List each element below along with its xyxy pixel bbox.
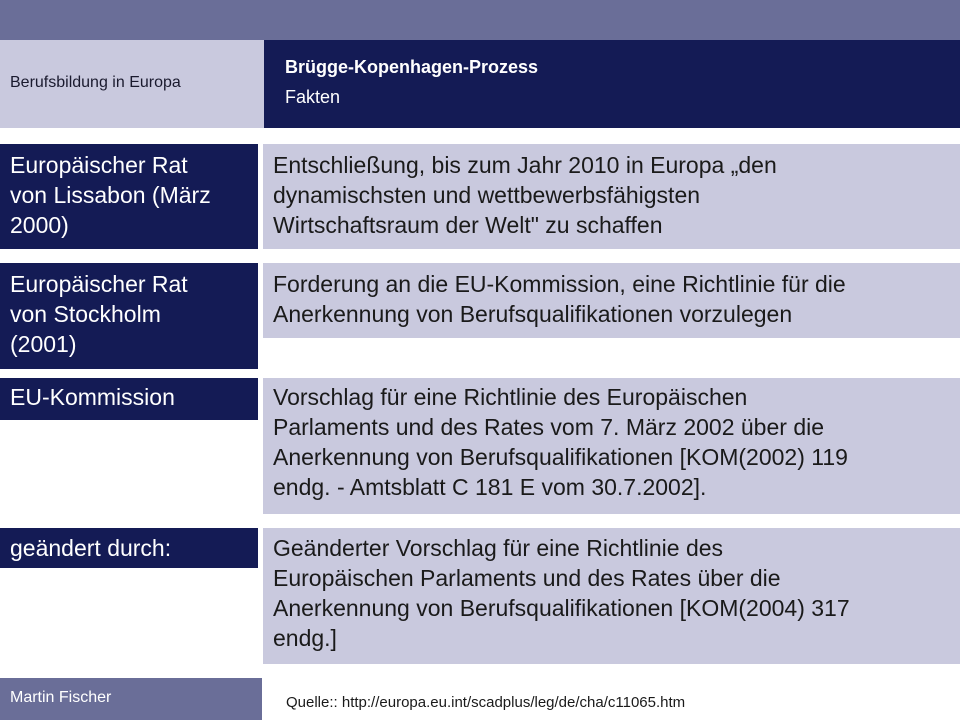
content-line: Wirtschaftsraum der Welt" zu schaffen xyxy=(273,212,663,238)
source-note: Quelle:: http://europa.eu.int/scadplus/leg/de/cha/c11065.htm xyxy=(286,694,686,711)
content-line: endg.] xyxy=(273,625,337,651)
label-line: 2000) xyxy=(10,212,69,238)
content-line: Vorschlag für eine Richtlinie des Europäischen xyxy=(273,384,748,410)
content-line: Anerkennung von Berufsqualifikationen vorzulegen xyxy=(273,301,793,327)
content-line: Anerkennung von Berufsqualifikationen [KOM(2004) 317 xyxy=(273,595,850,621)
row-label-lissabon xyxy=(0,144,258,249)
content-line: Geänderter Vorschlag für eine Richtlinie des xyxy=(273,535,724,561)
label-line: (2001) xyxy=(10,331,77,357)
content-line: Parlaments und des Rates vom 7. März 2002 über die xyxy=(273,414,825,440)
label-line: von Stockholm xyxy=(10,301,161,327)
author-name: Martin Fischer xyxy=(10,689,112,706)
label-line: Europäischer Rat xyxy=(10,152,188,178)
row-content-kommission xyxy=(263,378,960,514)
content-line: Entschließung, bis zum Jahr 2010 in Europa „den xyxy=(273,152,777,178)
section-label: Berufsbildung in Europa xyxy=(10,74,181,91)
row-label-stockholm xyxy=(0,263,258,369)
label-line: Europäischer Rat xyxy=(10,271,188,297)
row-content-stockholm xyxy=(263,263,960,338)
slide-title: Brügge-Kopenhagen-Prozess xyxy=(285,57,539,77)
content-line: Anerkennung von Berufsqualifikationen [KOM(2002) 119 xyxy=(273,444,848,470)
content-line: Europäischen Parlaments und des Rates über die xyxy=(273,565,781,591)
row-label-geaendert xyxy=(0,528,258,568)
label-line: geändert durch: xyxy=(10,535,172,561)
row-content-lissabon xyxy=(263,144,960,249)
label-line: von Lissabon (März xyxy=(10,182,211,208)
row-label-kommission xyxy=(0,378,258,420)
content-line: endg. - Amtsblatt C 181 E vom 30.7.2002]. xyxy=(273,474,707,500)
title-box xyxy=(264,40,960,128)
content-line: dynamischsten und wettbewerbsfähigsten xyxy=(273,182,701,208)
slide-subtitle: Fakten xyxy=(285,87,341,107)
row-content-geaendert xyxy=(263,528,960,664)
top-band xyxy=(0,0,960,40)
label-line: EU-Kommission xyxy=(10,384,175,410)
content-line: Forderung an die EU-Kommission, eine Richtlinie für die xyxy=(273,271,846,297)
